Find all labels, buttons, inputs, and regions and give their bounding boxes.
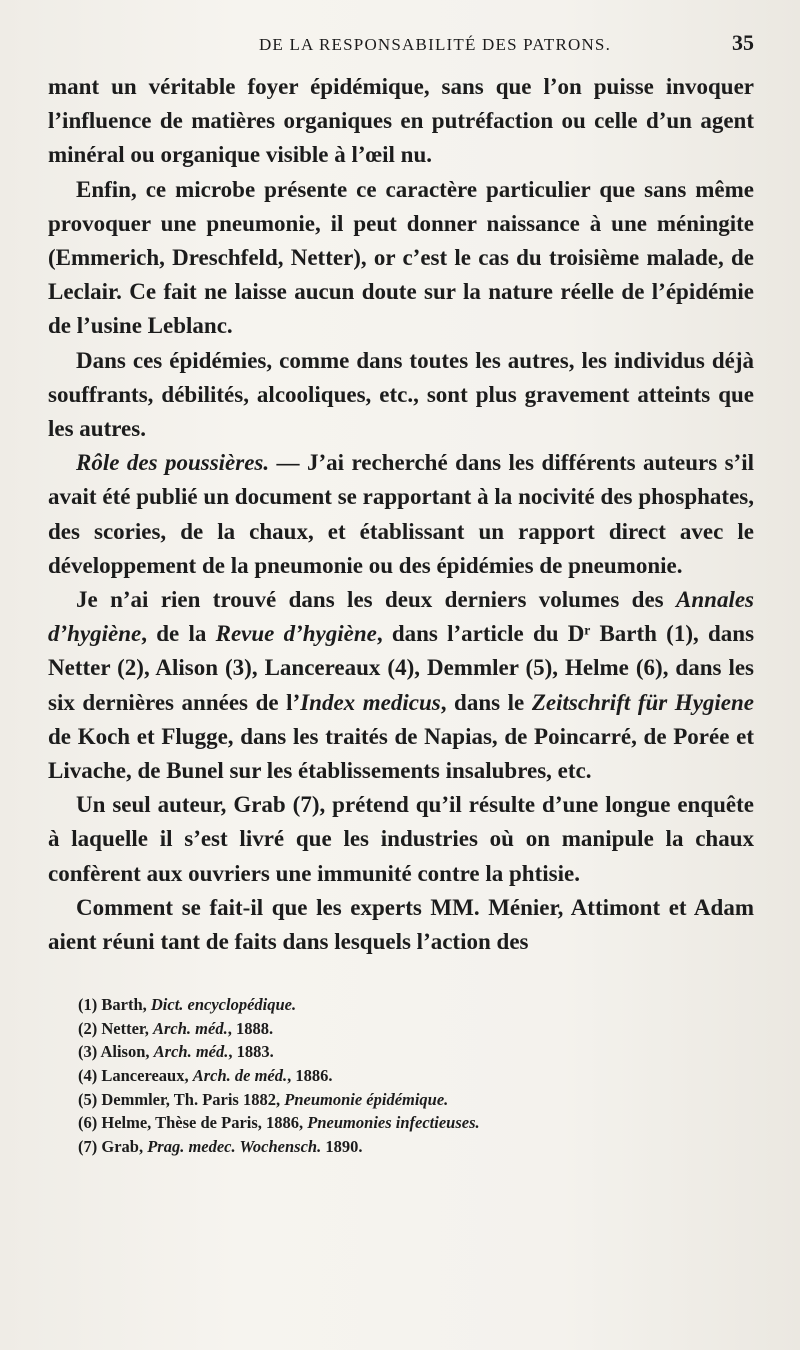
paragraph-4	[48, 446, 754, 583]
footnote	[78, 1040, 754, 1064]
footnote-tail: , 1886.	[287, 1066, 333, 1086]
footnote-title: Dict. encyclopédique.	[150, 995, 297, 1015]
running-title: DE LA RESPONSABILITÉ DES PATRONS.	[258, 35, 612, 54]
footnote	[78, 1088, 754, 1112]
footnote-tail: , 1888.	[227, 1018, 274, 1038]
footnote-text: (2) Netter,	[78, 1018, 153, 1038]
footnote	[78, 1135, 754, 1159]
page-number: 35	[732, 30, 754, 55]
footnote-tail: 1890.	[321, 1136, 363, 1156]
p5-title-index: Index medicus	[300, 689, 441, 715]
paragraph-2: Enfin, ce microbe présente ce caractère particulier que sans même provoquer une pneumonie, il peut donner naissance à une méningite (Emmerich, Dreschfeld, Netter), or c’est le cas du troisième malade, de Leclair. Ce fait ne laisse aucun doute sur la nature réelle de l’épidémie de l’usine Leblanc.	[48, 176, 754, 339]
p5-part-g: , dans le	[440, 689, 532, 715]
footnote	[78, 1017, 754, 1041]
footnote-text: (5) Demmler, Th. Paris 1882,	[78, 1089, 285, 1109]
paragraph-4-text: — J’ai recherché dans les différents auteurs s’il avait été publié un document se rapportant à la nocivité des phosphates, des scories, de la chaux, et établissant un rapport direct avec le développement de la pneumonie ou des épidémies de pneumonie.	[48, 450, 754, 578]
footnote	[78, 1064, 754, 1088]
footnote-title: Pneumonie épidémique.	[284, 1089, 449, 1109]
footnote-text: (7) Grab,	[78, 1136, 148, 1156]
p5-title-revue: Revue d’hygiène	[215, 621, 377, 647]
footnote-title: Pneumonies infectieuses.	[307, 1113, 480, 1133]
p5-title-zeitschrift: Zeitschrift für Hygiene	[531, 689, 755, 715]
p5-part-c: , de la	[141, 621, 216, 647]
p5-title-annales: Annales d’hygiène	[48, 587, 754, 647]
section-heading: Rôle des poussières.	[76, 450, 270, 476]
paragraph-7: Comment se fait-il que les experts MM. Ménier, Attimont et Adam aient réuni tant de faits dans lesquels l’action des	[48, 894, 754, 955]
footnote-title: Prag. medec. Wochensch.	[147, 1136, 322, 1156]
body-text	[48, 70, 754, 959]
p5-part-e: , dans l’article du Dʳ Barth (1), dans Netter (2), Alison (3), Lancereaux (4), Demmler (5), Helme (6), dans les six dernières années de l’	[48, 621, 755, 715]
footnote	[78, 993, 754, 1017]
paragraph-3: Dans ces épidémies, comme dans toutes les autres, les individus déjà souffrants, débilités, alcooliques, etc., sont plus gravement atteints que les autres.	[48, 347, 754, 442]
paragraph-6: Un seul auteur, Grab (7), prétend qu’il résulte d’une longue enquête à laquelle il s’est livré que les industries où on manipule la chaux confèrent aux ouvriers une immunité contre la phtisie.	[48, 792, 754, 886]
footnote-text: (3) Alison,	[78, 1042, 154, 1062]
page-header	[48, 30, 754, 70]
footnote-title: Arch. méd.	[152, 1018, 228, 1038]
footnotes	[48, 993, 754, 1158]
p5-part-i: de Koch et Flugge, dans les traités de Napias, de Poincarré, de Porée et Livache, de Bunel sur les établissements insalubres, etc.	[48, 723, 754, 784]
p5-part-a: Je n’ai rien trouvé dans les deux derniers volumes des	[76, 587, 677, 613]
footnote-text: (4) Lancereaux,	[78, 1066, 193, 1086]
footnote-tail: , 1883.	[228, 1042, 274, 1062]
footnote-text: (1) Barth,	[78, 995, 151, 1015]
footnote-title: Arch. de méd.	[192, 1066, 288, 1086]
footnote	[78, 1111, 754, 1135]
footnote-text: (6) Helme, Thèse de Paris, 1886,	[78, 1113, 308, 1133]
footnote-title: Arch. méd.	[153, 1042, 229, 1062]
paragraph-1: mant un véritable foyer épidémique, sans que l’on puisse invoquer l’influence de matières organiques en putréfaction ou celle d’un agent minéral ou organique visible à l’œil nu.	[48, 74, 754, 168]
paragraph-5	[48, 583, 754, 788]
